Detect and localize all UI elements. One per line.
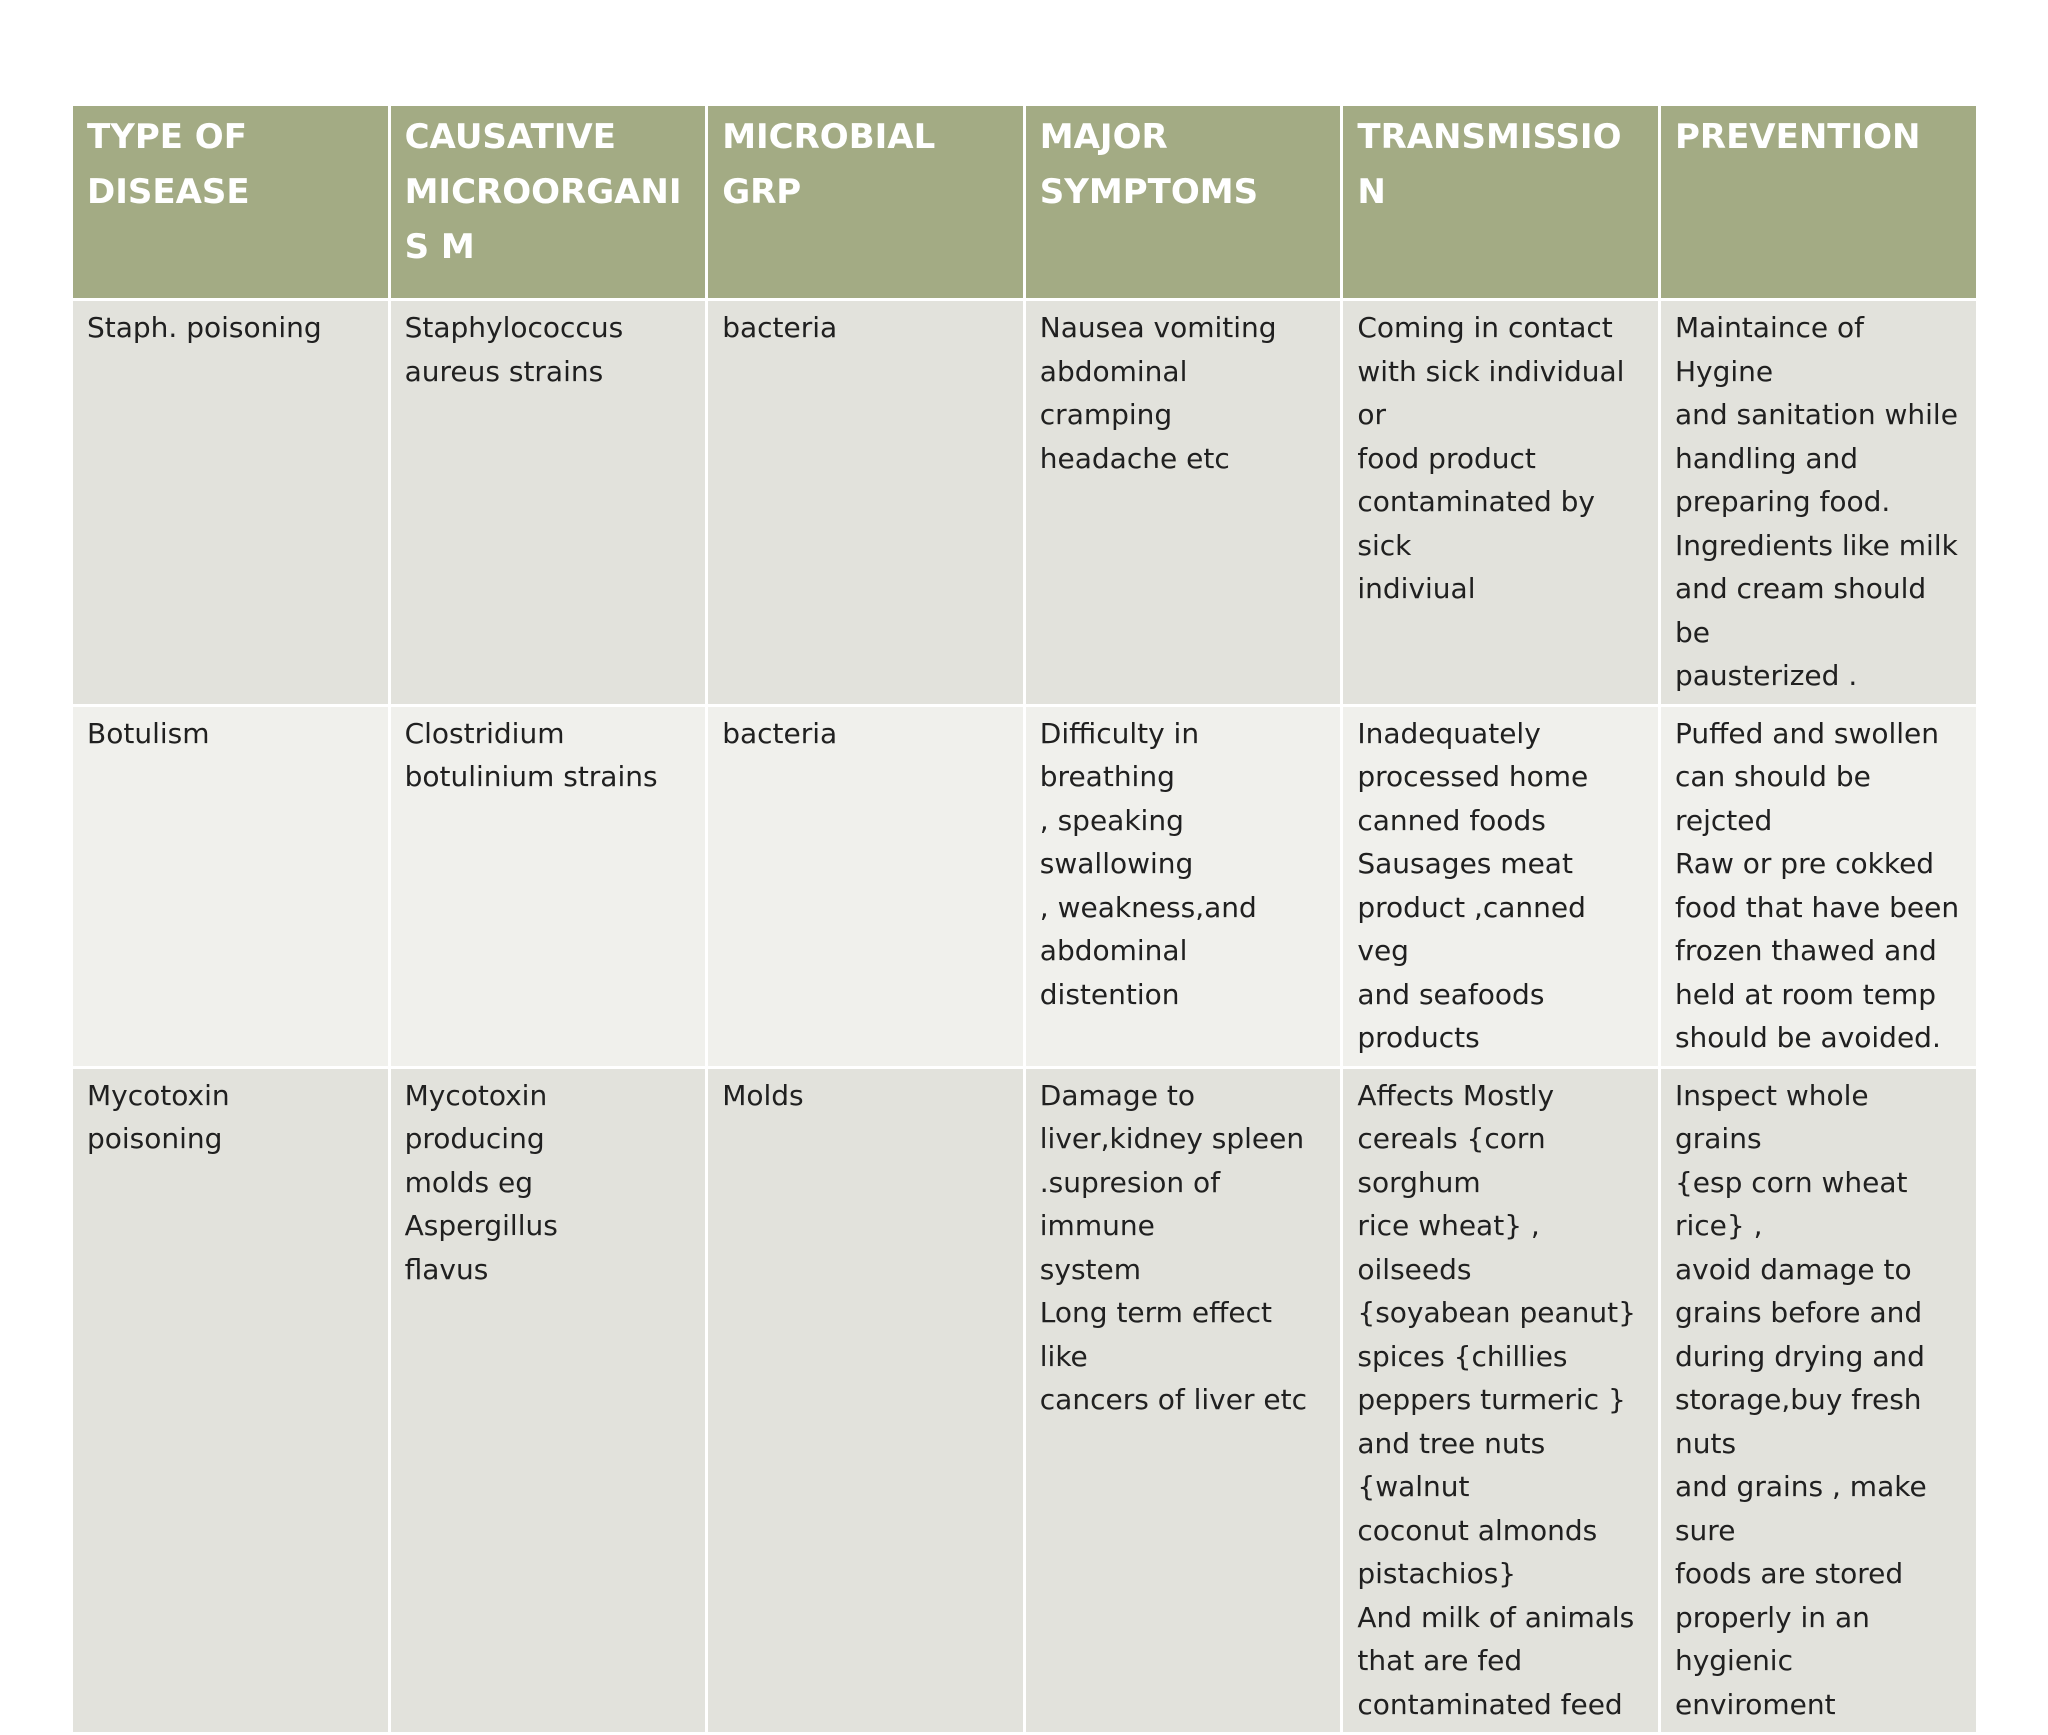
cell-prevention: Maintaince of Hygine and sanitation while handling and preparing food. Ingredients like milk and cream should be pausterized .	[1659, 300, 1977, 706]
header-row	[72, 105, 1978, 300]
disease-table	[70, 103, 1979, 1735]
header-microbial-group: MICROBIAL GRP	[707, 105, 1025, 300]
cell-symptoms: Nausea vomiting abdominal cramping headache etc	[1024, 300, 1342, 706]
cell-organism: Mycotoxin producing molds eg Aspergillus flavus	[389, 1067, 707, 1734]
cell-disease: Mycotoxin poisoning	[72, 1067, 390, 1734]
cell-group: Molds	[707, 1067, 1025, 1734]
cell-organism: Staphylococcus aureus strains	[389, 300, 707, 706]
table-row	[72, 1067, 1978, 1734]
cell-organism: Clostridium botulinium strains	[389, 705, 707, 1067]
cell-symptoms: Damage to liver,kidney spleen .supresion of immune system Long term effect like cancers of liver etc	[1024, 1067, 1342, 1734]
cell-group: bacteria	[707, 300, 1025, 706]
cell-disease: Staph. poisoning	[72, 300, 390, 706]
header-major-symptoms: MAJOR SYMPTOMS	[1024, 105, 1342, 300]
cell-transmission: Coming in contact with sick individual or food product contaminated by sick indiviual	[1342, 300, 1660, 706]
cell-group: bacteria	[707, 705, 1025, 1067]
table-row	[72, 705, 1978, 1067]
cell-symptoms: Difficulty in breathing , speaking swallowing , weakness,and abdominal distention	[1024, 705, 1342, 1067]
cell-transmission: Inadequately processed home canned foods Sausages meat product ,canned veg and seafoods products	[1342, 705, 1660, 1067]
table-body	[72, 300, 1978, 1734]
cell-prevention: Inspect whole grains {esp corn wheat rice} , avoid damage to grains before and during drying and storage,buy fresh nuts and grains , make sure foods are stored properly in an hygienic enviroment	[1659, 1067, 1977, 1734]
header-causative-microorganism: CAUSATIVE MICROORGANIS M	[389, 105, 707, 300]
cell-prevention: Puffed and swollen can should be rejcted Raw or pre cokked food that have been frozen thawed and held at room temp should be avoided.	[1659, 705, 1977, 1067]
header-transmission: TRANSMISSION	[1342, 105, 1660, 300]
table-header	[72, 105, 1978, 300]
cell-transmission: Affects Mostly cereals {corn sorghum rice wheat} , oilseeds {soyabean peanut} spices {chillies peppers turmeric } and tree nuts {walnut coconut almonds pistachios} And milk of animals that are fed contaminated feed	[1342, 1067, 1660, 1734]
table-row	[72, 300, 1978, 706]
header-type-of-disease: TYPE OF DISEASE	[72, 105, 390, 300]
header-prevention: PREVENTION	[1659, 105, 1977, 300]
cell-disease: Botulism	[72, 705, 390, 1067]
